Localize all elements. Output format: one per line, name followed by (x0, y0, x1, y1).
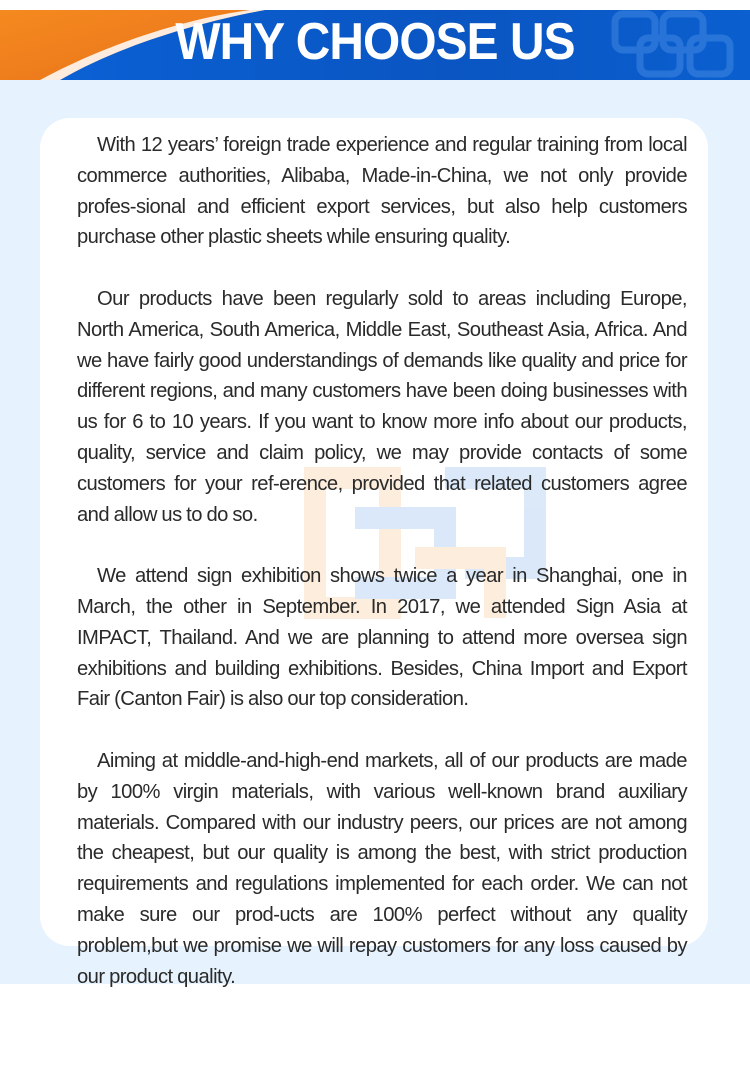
header-banner (0, 0, 750, 80)
paragraph-experience: With 12 years’ foreign trade experience and regular training from local commerce authorities, Alibaba, Made-in-China, we not only provide profes-sional and efficient export services, but also help customers purchase other plastic sheets while ensuring quality. (77, 134, 687, 249)
page-title: WHY CHOOSE US (175, 13, 575, 71)
paragraph-quality: Aiming at middle-and-high-end markets, all of our products are made by 100% virgin materials, with various well-known brand auxiliary materials. Compared with our industry peers, our prices are not among the cheapest, but our quality is among the best, with strict production requirements and regulations implemented for each order. We can not make sure our prod-ucts are 100% perfect without any quality problem,but we promise we will repay customers for any loss caused by our product quality. (77, 749, 687, 988)
paragraph-markets: Our products have been regularly sold to areas including Europe, North America, South America, Middle East, Southeast Asia, Africa. And we have fairly good understandings of demands like quality and price for different regions, and many customers have been doing businesses with us for 6 to 10 years. If you want to know more info about our products, quality, service and claim policy, we may provide contacts of some customers for your ref-erence, provided that related customers agree and allow us to do so. (77, 287, 687, 526)
text-body (77, 130, 687, 1023)
paragraph-exhibitions: We attend sign exhibition shows twice a year in Shanghai, one in March, the other in September. In 2017, we attended Sign Asia at IMPACT, Thailand. And we are planning to attend more oversea sign exhibitions and building exhibitions. Besides, China Import and Export Fair (Canton Fair) is also our top consideration. (77, 565, 687, 711)
content-card (40, 118, 708, 988)
